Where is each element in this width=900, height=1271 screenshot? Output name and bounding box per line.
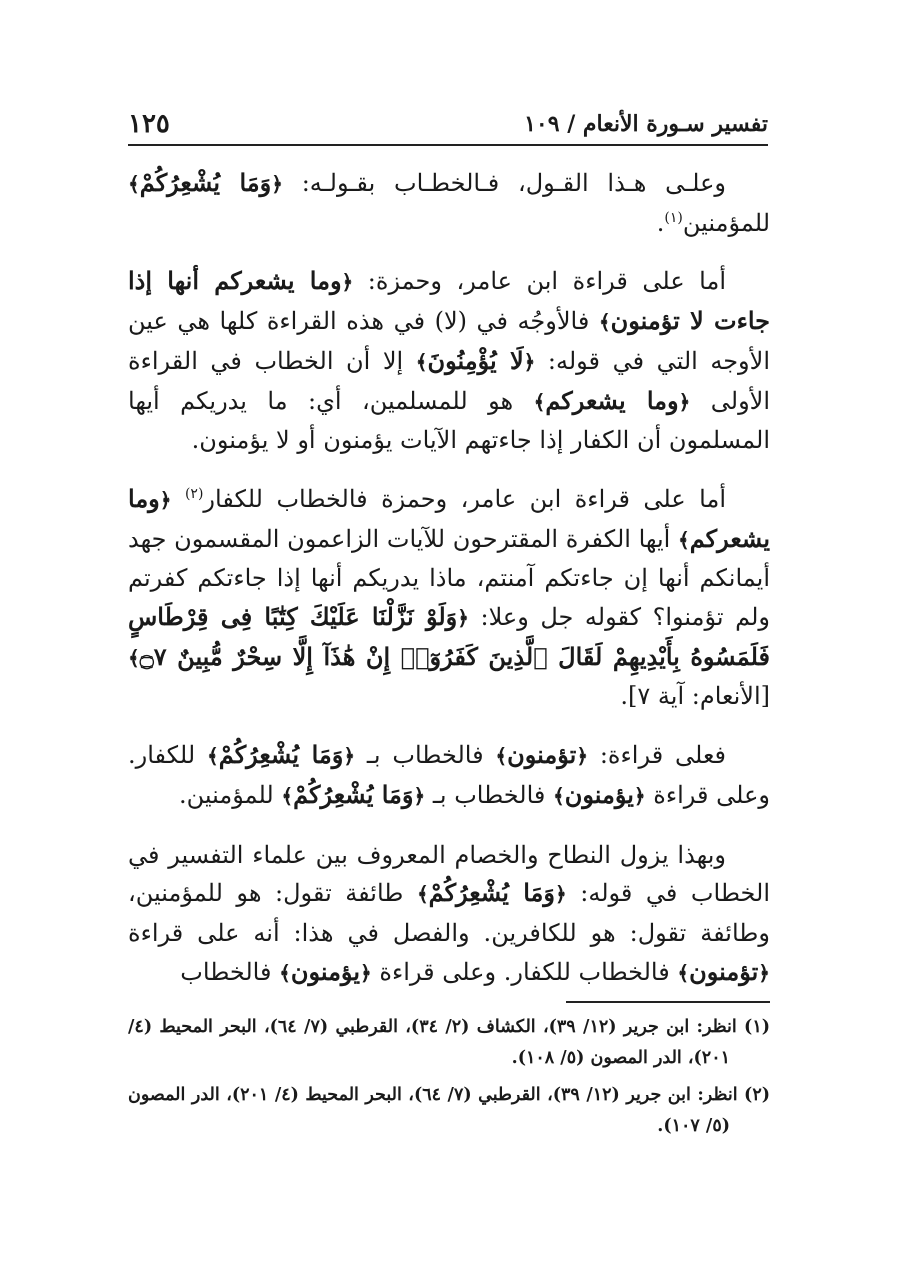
quran-quote: وما يشعركم أنها إذا جاءت لا تؤمنون (128, 266, 771, 336)
text-run: أما على قراءة ابن عامر، وحمزة: (353, 267, 726, 296)
quran-quote: وما يشعركم (545, 385, 679, 415)
ornate-bracket: ﴾ (128, 172, 140, 196)
text-run: فالخطاب بـ (425, 780, 553, 809)
quran-quote: وَمَا يُشْعِرُكُمْ (428, 878, 555, 908)
ornate-bracket: ﴿ (343, 744, 356, 769)
running-title: تفسير سـورة الأنعام / ١٠٩ (524, 111, 768, 137)
text-run: [الأنعام: آية ٧]. (620, 682, 770, 711)
page-number: ١٢٥ (128, 109, 170, 139)
ornate-bracket: ﴾ (415, 349, 428, 374)
paragraph-1 (128, 164, 770, 242)
ornate-bracket: ﴿ (457, 606, 469, 631)
text-run: إلا أن الخطاب في القراءة الأولى (128, 346, 771, 415)
footnote-1: (١) انظر: ابن جرير (١٢/ ٣٩)، الكشاف (٢/ ٣٤)، القرطبي (٧/ ٦٤)، البحر المحيط (٤/ ٢٠١)، الدر المصون (٥/ ١٠٨). (128, 1017, 771, 1068)
footnote-marker: (٢) (184, 485, 204, 502)
ornate-bracket: ﴿ (758, 960, 770, 985)
quran-quote: وَمَا يُشْعِرُكُمْ (218, 740, 344, 770)
ornate-bracket: ﴾ (553, 783, 565, 808)
ornate-bracket: ﴿ (341, 270, 354, 295)
text-run: للمؤمنين. (178, 780, 282, 809)
ornate-bracket: ﴿ (523, 349, 536, 374)
ornate-bracket: ﴾ (533, 389, 546, 414)
text-run: . (656, 208, 665, 237)
text-run: وبهذا يزول النطاح والخصام المعروف بين علماء التفسير في الخطاب في قوله: (128, 840, 770, 908)
quran-quote: تؤمنون (507, 740, 577, 770)
text-run: أما على قراءة ابن عامر، وحمزة فالخطاب للكفار (203, 484, 726, 513)
ornate-bracket: ﴿ (413, 783, 426, 808)
ornate-bracket: ﴿ (633, 783, 646, 808)
ornate-bracket: ﴾ (416, 882, 429, 907)
ornate-bracket: ﴾ (495, 744, 508, 769)
ornate-bracket: ﴿ (576, 744, 589, 769)
ornate-bracket: ﴾ (677, 960, 690, 985)
footnotes (128, 1012, 770, 1148)
text-run: أيها الكفرة المقترحون للآيات الزاعمون المقسمون جهد أيمانكم أنها إن جاءتكم آمنتم، ماذا يدريكم أنها إذا جاءتكم كفرتم ولم تؤمنوا؟ كقوله جل وعلا: (128, 524, 770, 632)
paragraph-2 (128, 262, 770, 460)
text-run: فالخطاب للكفار. وعلى قراءة (371, 957, 678, 986)
text-run: وعلـى هـذا القـول، فـالخطـاب بقـولـه: (282, 169, 727, 197)
ornate-bracket: ﴾ (279, 960, 291, 985)
ornate-bracket: ﴿ (678, 389, 691, 414)
ornate-bracket: ﴿ (271, 172, 283, 196)
quran-quote: وَمَا يُشْعِرُكُمْ (293, 779, 414, 809)
text-run: فعلى قراءة: (588, 741, 726, 770)
paragraph-3 (128, 480, 770, 716)
ornate-bracket: ﴾ (677, 527, 690, 552)
ornate-bracket: ﴿ (360, 960, 372, 985)
quran-quote: وَمَا يُشْعِرُكُمْ (139, 168, 272, 197)
ornate-bracket: ﴿ (554, 882, 567, 907)
quran-quote: وَلَوْ نَزَّلْنَا عَلَيْكَ كِتَٰبًا فِى قِرْطَاسٍ فَلَمَسُوهُ بِأَيْدِيهِمْ لَقَالَ ٱلَّذِينَ كَفَرُوٓا۟ إِنْ هَٰذَآ إِلَّا سِحْرٌ مُّبِينٌ ۝٧ (128, 602, 770, 671)
quran-quote: تؤمنون (689, 956, 759, 986)
quran-quote: لَا يُؤْمِنُونَ (427, 345, 524, 375)
paragraph-5 (128, 836, 770, 993)
text-run: طائفة تقول: هو للمؤمنين، وطائفة تقول: هو للكافرين. والفصل في هذا: أنه على قراءة (128, 879, 770, 947)
quran-quote: وما يشعركم (128, 483, 770, 553)
ornate-bracket: ﴿ (159, 487, 172, 512)
text-run: للكفار. وعلى قراءة (128, 741, 770, 809)
ornate-bracket: ﴾ (128, 645, 140, 670)
ornate-bracket: ﴾ (281, 783, 294, 808)
text-run: هو للمسلمين، أي: ما يدريكم أيها المسلمون أن الكفار إذا جاءتهم الآيات يؤمنون أو لا يؤمنون. (128, 386, 770, 455)
footnote-marker: (١) (664, 209, 683, 226)
text-run (171, 485, 184, 513)
paragraph-4 (128, 736, 770, 815)
text-run: للمؤمنين (682, 208, 770, 237)
quran-quote: يؤمنون (290, 956, 361, 986)
text-run: فالخطاب (180, 957, 280, 986)
text-run: فالأوجُه في (لا) في هذه القراءة كلها هي عين الأوجه التي في قوله: (128, 307, 770, 375)
ornate-bracket: ﴾ (207, 744, 219, 769)
quran-quote: يؤمنون (564, 779, 634, 809)
text-run: فالخطاب بـ (355, 741, 496, 770)
body-text (128, 164, 770, 992)
page-header (128, 100, 768, 146)
footnote-separator (566, 1001, 770, 1003)
footnote-2: (٢) انظر: ابن جرير (١٢/ ٣٩)، القرطبي (٧/ ٦٤)، البحر المحيط (٤/ ٢٠١)، الدر المصون (٥/ ١٠٧). (128, 1085, 771, 1136)
ornate-bracket: ﴾ (598, 310, 611, 335)
